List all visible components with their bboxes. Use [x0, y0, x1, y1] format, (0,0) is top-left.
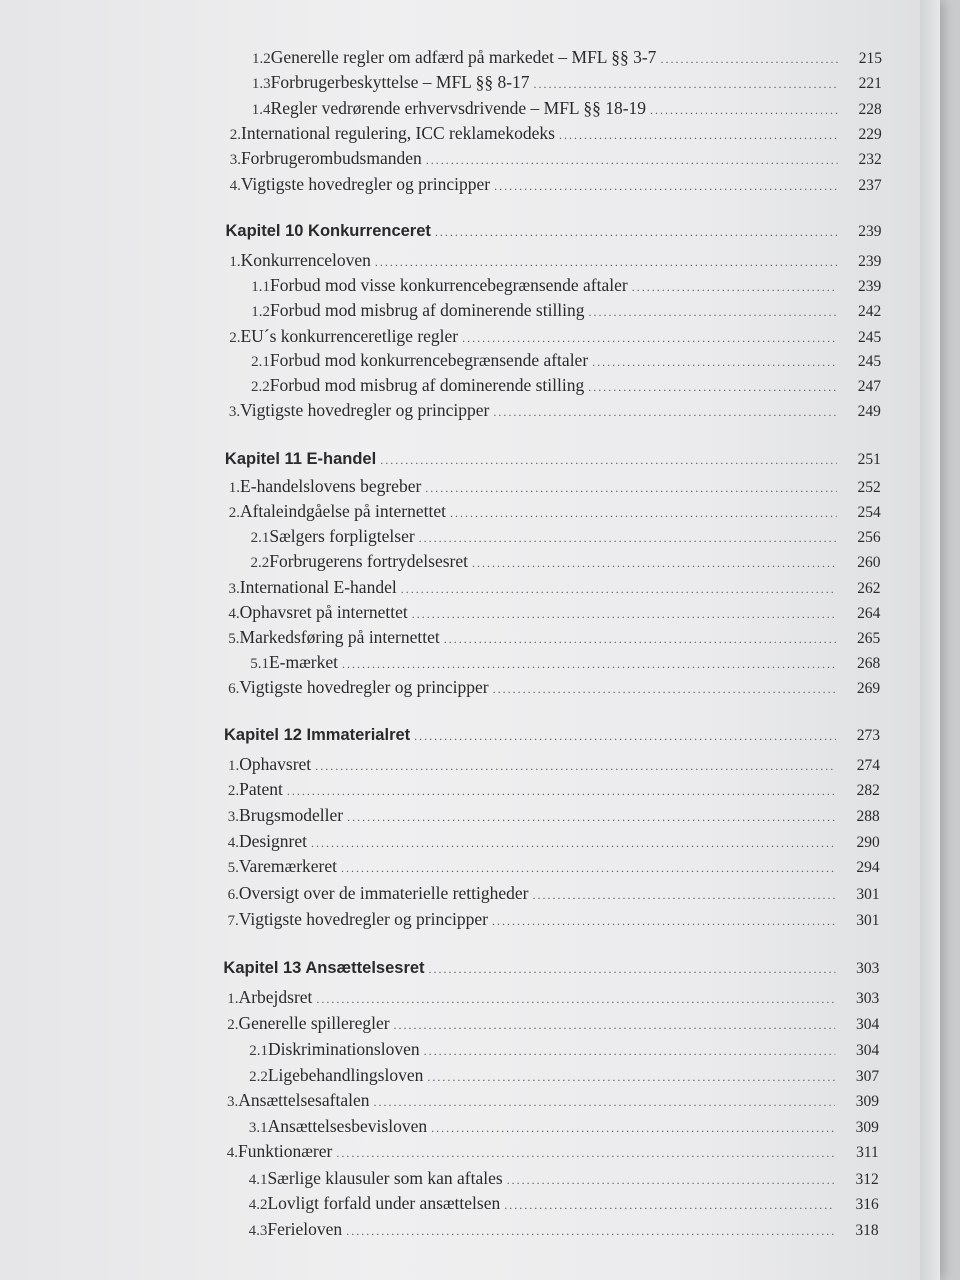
entry-number: 1.4 — [251, 102, 271, 118]
entry-title: Funktionærer — [238, 1141, 333, 1161]
entry-number: 2.1 — [250, 530, 270, 546]
dot-leader — [534, 73, 838, 95]
entry-number: 3.1 — [248, 1120, 268, 1136]
dot-leader — [450, 502, 837, 524]
dot-leader — [426, 149, 838, 171]
page-number: 228 — [858, 101, 882, 118]
dot-leader — [425, 477, 837, 499]
entry-title: Forbrugerbeskyttelse – MFL §§ 8-17 — [270, 72, 530, 92]
entry-title: Arbejdsret — [238, 987, 313, 1007]
entry-number: 2. — [227, 1017, 239, 1033]
entry-title: E-handelslovens begreber — [240, 476, 422, 496]
page-number: 318 — [855, 1222, 879, 1239]
entry-title: Designret — [238, 831, 307, 851]
entry-title: Forbud mod konkurrencebegrænsende aftaler — [269, 350, 589, 370]
entry-title: Brugsmodeller — [239, 805, 344, 825]
dot-leader — [444, 628, 837, 650]
toc-entry — [225, 550, 881, 574]
entry-number: 4. — [229, 178, 241, 194]
page-number: 303 — [856, 960, 880, 977]
dot-leader — [532, 884, 835, 906]
toc-entry — [223, 986, 879, 1010]
page-number: 269 — [856, 680, 881, 697]
toc-entry — [223, 1218, 879, 1242]
entry-number: 1.3 — [251, 76, 271, 92]
entry-number: 1.2 — [251, 304, 271, 320]
toc-entry — [224, 908, 880, 932]
chapter-heading — [223, 957, 879, 980]
entry-title: Vigtigste hovedregler og principper — [239, 677, 489, 697]
entry-number: 2. — [229, 127, 242, 143]
page-number: 239 — [858, 253, 882, 270]
entry-title: Konkurrenceloven — [240, 250, 371, 270]
page-number: 304 — [855, 1042, 880, 1059]
dot-leader — [341, 857, 836, 879]
dot-leader — [336, 1142, 834, 1164]
page-number: 307 — [855, 1068, 880, 1085]
entry-title: Markedsføring på internettet — [239, 627, 440, 647]
toc-entry — [225, 299, 881, 323]
dot-leader — [424, 1040, 836, 1062]
chapter-heading — [224, 724, 880, 747]
entry-number: 3. — [228, 404, 241, 420]
entry-number: 1. — [229, 254, 241, 270]
toc-entry — [225, 349, 881, 373]
toc-entry — [223, 1012, 879, 1036]
toc-entry — [224, 855, 880, 879]
toc-entry — [224, 601, 880, 625]
entry-title: Generelle regler om adfærd på markedet – MFL §§ 3-7 — [270, 47, 657, 67]
page-number: 245 — [857, 353, 882, 370]
entry-title: Særlige klausuler som kan aftales — [267, 1168, 503, 1188]
page-number: 251 — [857, 451, 881, 468]
page-number: 264 — [857, 605, 881, 622]
page-number: 282 — [856, 782, 880, 799]
entry-title: Varemærkeret — [238, 856, 338, 876]
dot-leader — [287, 780, 836, 802]
toc-entry — [223, 1192, 879, 1216]
entry-title: Forbud mod visse konkurrencebegrænsende aftaler — [270, 275, 628, 295]
dot-leader — [504, 1194, 834, 1216]
toc-entry — [225, 374, 881, 398]
dot-leader — [429, 958, 836, 980]
page-number: 311 — [856, 1144, 879, 1161]
dot-leader — [431, 1117, 835, 1139]
page-number: 301 — [856, 886, 880, 903]
page-number: 316 — [855, 1196, 879, 1213]
entry-number: 4.1 — [248, 1172, 268, 1188]
page-number: 221 — [858, 75, 882, 92]
page-number: 301 — [856, 912, 880, 929]
dot-leader — [342, 653, 836, 675]
toc-entry — [224, 778, 880, 802]
entry-number: 2.2 — [250, 555, 270, 571]
dot-leader — [588, 376, 837, 398]
entry-title: Patent — [239, 779, 283, 799]
entry-title: Regler vedrørende erhvervsdrivende – MFL §§ 18-19 — [270, 98, 647, 118]
page-number: 256 — [857, 529, 881, 546]
entry-number: 3. — [227, 1094, 239, 1110]
page-number: 274 — [856, 757, 880, 774]
entry-title: Ansættelsesaftalen — [238, 1090, 370, 1110]
dot-leader — [315, 755, 836, 777]
dot-leader — [380, 449, 837, 471]
dot-leader — [589, 301, 838, 323]
toc-entry — [226, 147, 882, 171]
dot-leader — [660, 48, 838, 70]
dot-leader — [462, 327, 837, 349]
toc-entry — [225, 274, 881, 298]
toc-entry — [225, 399, 881, 423]
page-number: 265 — [857, 630, 881, 647]
dot-leader — [394, 1014, 836, 1036]
entry-number: 3. — [229, 152, 241, 168]
entry-title: Sælgers forpligtelser — [269, 526, 415, 546]
entry-number: 3. — [228, 581, 240, 597]
dot-leader — [401, 578, 837, 600]
toc-entry — [225, 525, 881, 549]
page-number: 245 — [857, 329, 882, 346]
entry-number: 4. — [228, 606, 240, 622]
entry-number: 1. — [228, 480, 241, 496]
page-number: 312 — [855, 1171, 879, 1188]
entry-title: Vigtigste hovedregler og principper — [240, 400, 490, 420]
entry-title: Ferieloven — [267, 1219, 343, 1239]
page-number: 242 — [858, 303, 882, 320]
entry-title: Forbud mod misbrug af dominerende stilling — [270, 300, 585, 320]
toc-entry — [223, 1089, 879, 1113]
toc-entry — [224, 651, 880, 675]
entry-number: 2. — [229, 330, 241, 346]
entry-number: 5.1 — [250, 656, 269, 672]
entry-title: Diskriminationsloven — [267, 1039, 420, 1059]
toc-entry — [224, 804, 880, 828]
page-number: 304 — [855, 1016, 880, 1033]
toc-entry — [224, 830, 880, 854]
page-number: 309 — [855, 1093, 879, 1110]
entry-number: 1.1 — [251, 279, 271, 295]
entry-title: Ansættelsesbevisloven — [267, 1116, 428, 1136]
entry-title: Forbrugerombudsmanden — [240, 148, 422, 168]
toc-entry — [226, 97, 882, 121]
dot-leader — [373, 1091, 835, 1113]
page-number: 239 — [858, 278, 882, 295]
entry-number: 1. — [228, 758, 240, 774]
entry-title: Vigtigste hovedregler og principper — [238, 909, 488, 929]
toc-entry — [223, 1167, 879, 1191]
entry-number: 2.2 — [249, 1069, 268, 1085]
page-number: 232 — [858, 151, 882, 168]
dot-leader — [493, 401, 837, 423]
page-number: 262 — [857, 580, 881, 597]
dot-leader — [316, 988, 835, 1010]
entry-title: Oversigt over de immaterielle rettigheder — [238, 883, 529, 903]
dot-leader — [375, 251, 838, 273]
dot-leader — [414, 725, 836, 747]
dot-leader — [592, 351, 837, 373]
entry-number: 3. — [227, 809, 240, 825]
entry-title: Vigtigste hovedregler og principper — [240, 174, 491, 194]
toc-entry — [223, 1140, 879, 1164]
toc-entry — [224, 676, 880, 700]
page-number: 247 — [857, 378, 881, 395]
entry-number: 2.1 — [251, 354, 270, 370]
toc-entry — [226, 173, 882, 197]
dot-leader — [559, 124, 838, 146]
chapter-heading — [225, 448, 881, 471]
page-number: 294 — [856, 859, 880, 876]
entry-number: 1.2 — [252, 51, 271, 67]
toc-entry — [225, 249, 881, 273]
page-number: 288 — [856, 808, 880, 825]
toc-entry — [225, 475, 881, 499]
entry-title: Ophavsret på internettet — [239, 602, 408, 622]
toc-entry — [226, 71, 882, 95]
toc-entry — [225, 325, 881, 349]
toc-entry — [226, 122, 882, 146]
toc-entry — [224, 882, 880, 906]
entry-number: 2.2 — [251, 379, 270, 395]
entry-title: EU´s konkurrenceretlige regler — [240, 326, 459, 346]
page-edge — [920, 0, 940, 1280]
chapter-heading — [226, 220, 882, 243]
entry-number: 7. — [227, 913, 239, 929]
entry-title: E-mærket — [268, 652, 338, 672]
entry-title: Aftaleindgåelse på internettet — [239, 501, 446, 521]
dot-leader — [492, 910, 836, 932]
entry-title: Forbud mod misbrug af dominerende stilling — [269, 375, 585, 395]
entry-number: 6. — [228, 681, 240, 697]
entry-title: Lovligt forfald under ansættelsen — [267, 1193, 501, 1213]
page-number: 249 — [857, 403, 881, 420]
toc-entry — [223, 1064, 879, 1088]
dot-leader — [347, 806, 836, 828]
entry-number: 1. — [227, 991, 239, 1007]
page-number: 268 — [856, 655, 881, 672]
entry-number: 2. — [228, 505, 240, 521]
entry-number: 6. — [227, 887, 239, 903]
entry-title: Forbrugerens fortrydelsesret — [269, 551, 469, 571]
dot-leader — [346, 1220, 834, 1242]
toc-entry — [223, 1115, 879, 1139]
dot-leader — [472, 552, 836, 574]
dot-leader — [311, 832, 836, 854]
dot-leader — [650, 99, 838, 121]
page-number: 273 — [856, 727, 880, 744]
entry-title: Generelle spilleregler — [238, 1013, 390, 1033]
entry-title: Kapitel 10 Konkurrenceret — [225, 222, 431, 240]
entry-title: Kapitel 11 E-handel — [224, 450, 377, 468]
entry-number: 2.1 — [249, 1043, 268, 1059]
entry-number: 4. — [226, 1145, 239, 1161]
page-number: 303 — [856, 990, 880, 1007]
dot-leader — [419, 527, 837, 549]
dot-leader — [632, 276, 838, 298]
entry-title: Kapitel 13 Ansættelsesret — [223, 959, 425, 977]
page-number: 237 — [858, 177, 882, 194]
dot-leader — [435, 221, 838, 243]
entry-title: Ophavsret — [239, 754, 312, 774]
entry-number: 4.2 — [248, 1197, 268, 1213]
toc-entry — [224, 626, 880, 650]
entry-number: 4.3 — [248, 1223, 268, 1239]
toc-entry — [223, 1038, 879, 1062]
dot-leader — [412, 603, 837, 625]
toc-entry — [225, 500, 881, 524]
entry-title: Ligebehandlingsloven — [267, 1065, 424, 1085]
page-number: 309 — [855, 1119, 879, 1136]
dot-leader — [493, 678, 837, 700]
entry-number: 4. — [227, 835, 239, 851]
dot-leader — [507, 1169, 835, 1191]
page-number: 290 — [856, 834, 880, 851]
entry-number: 5. — [227, 860, 239, 876]
entry-title: International regulering, ICC reklamekodeks — [241, 123, 555, 143]
page-number: 215 — [858, 50, 882, 67]
toc-entry — [224, 753, 880, 777]
page-number: 229 — [858, 126, 882, 143]
page-number: 254 — [857, 504, 881, 521]
entry-title: International E-handel — [239, 577, 397, 597]
page-number: 260 — [857, 554, 881, 571]
page-number: 252 — [857, 479, 881, 496]
toc-entry — [225, 576, 881, 600]
dot-leader — [427, 1066, 835, 1088]
dot-leader — [494, 175, 838, 197]
page-number: 239 — [858, 223, 882, 240]
entry-title: Kapitel 12 Immaterialret — [224, 726, 411, 744]
toc-entry — [226, 46, 882, 70]
entry-number: 2. — [227, 783, 240, 799]
entry-number: 5. — [228, 631, 240, 647]
